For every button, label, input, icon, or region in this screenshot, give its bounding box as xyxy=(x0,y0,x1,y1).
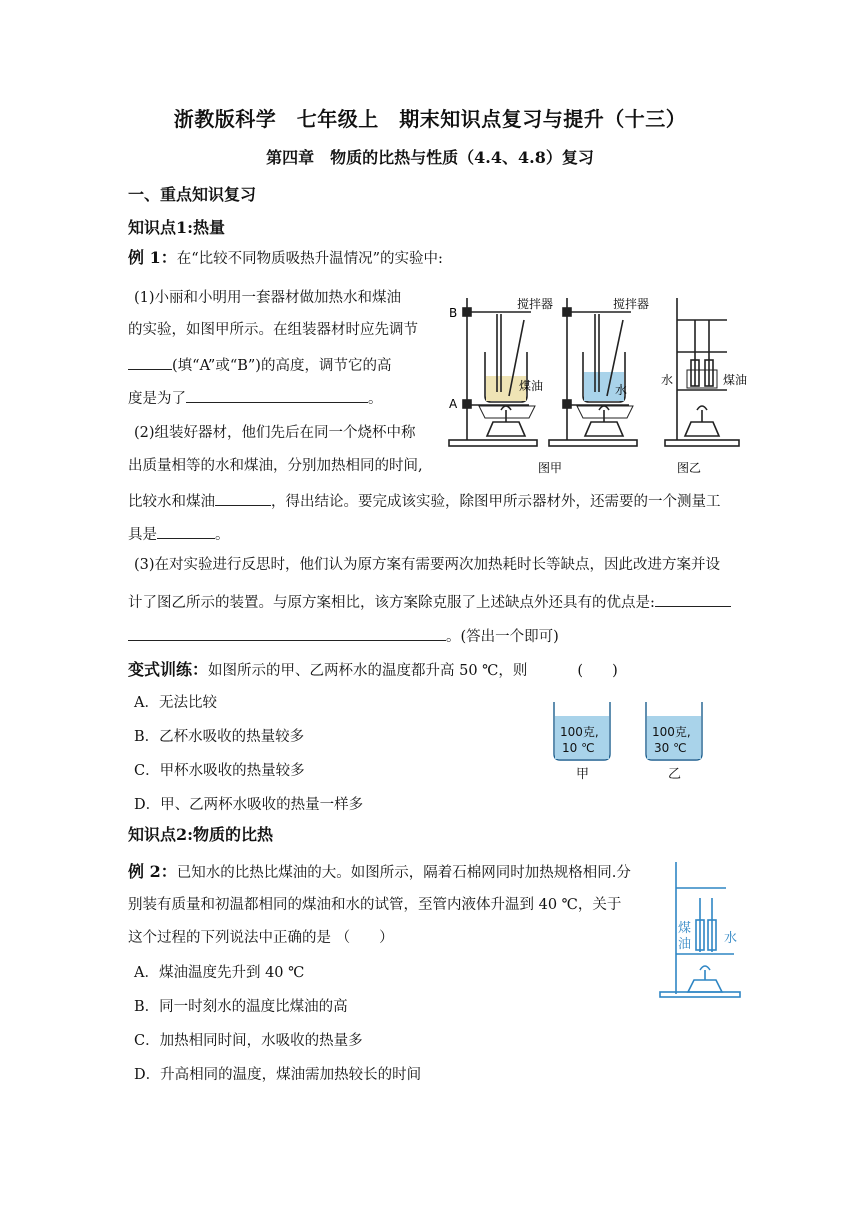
q1-line4 xyxy=(128,386,383,409)
label-a: A xyxy=(449,397,458,411)
ex2-option-a[interactable]: A．煤油温度先升到 40 ℃ xyxy=(134,965,305,981)
ex2-option-b[interactable]: B．同一时刻水的温度比煤油的高 xyxy=(134,999,348,1015)
cup2-mass: 100克, xyxy=(652,725,691,739)
answer-blank-2[interactable] xyxy=(186,386,368,403)
variant-label: 变式训练： xyxy=(128,660,209,679)
q3-end: 。(答出一个即可) xyxy=(446,629,559,645)
variant-paren: ( ) xyxy=(577,663,618,679)
cup2-label: 乙 xyxy=(668,767,682,782)
variant-question xyxy=(128,660,618,681)
variant-option-b[interactable]: B．乙杯水吸收的热量较多 xyxy=(134,729,305,745)
q3-line2 xyxy=(128,590,731,613)
ex2-option-d[interactable]: D．升高相同的温度，煤油需加热较长的时间 xyxy=(134,1067,422,1083)
knowledge-point-1: 知识点1:热量 xyxy=(128,218,226,237)
caption-yi: 图乙 xyxy=(677,461,702,475)
tube-label-kerosene-2: 油 xyxy=(678,937,692,952)
label-b: B xyxy=(449,306,458,320)
example-2-line1-text: 已知水的比热比煤油的大。如图所示，隔着石棉网同时加热规格相同.分 xyxy=(176,865,631,881)
q2-line3 xyxy=(128,489,721,512)
answer-blank-1[interactable] xyxy=(128,353,172,370)
example-2-label: 例 2： xyxy=(128,862,177,881)
figure-jia-yi xyxy=(445,290,765,480)
label-kerosene-1: 煤油 xyxy=(519,379,544,393)
figure-test-tubes xyxy=(656,858,746,1000)
answer-blank-5[interactable] xyxy=(655,590,731,607)
example-1-intro xyxy=(128,248,443,269)
q2-line4b: 。 xyxy=(215,527,230,543)
q2-line4a: 具是 xyxy=(128,527,157,543)
q2-line1: (2)组装好器材，他们先后在同一个烧杯中称 xyxy=(134,425,416,441)
knowledge-point-2: 知识点2:物质的比热 xyxy=(128,825,274,844)
example-2-line1 xyxy=(128,862,631,883)
tube-label-kerosene-1: 煤 xyxy=(678,921,692,936)
label-stirrer-2: 搅拌器 xyxy=(613,297,650,311)
tube-label-water: 水 xyxy=(724,931,738,946)
ex2-option-c[interactable]: C．加热相同时间，水吸收的热量多 xyxy=(134,1033,363,1049)
q1-line3-text: (填“A”或“B”)的高度，调节它的高 xyxy=(172,358,392,374)
q2-line2: 出质量相等的水和煤油，分别加热相同的时间, xyxy=(128,458,423,474)
variant-question-text: 如图所示的甲、乙两杯水的温度都升高 50 ℃，则 xyxy=(208,663,528,679)
page-title: 浙教版科学 七年级上 期末知识点复习与提升（十三） xyxy=(173,107,687,131)
variant-option-a[interactable]: A．无法比较 xyxy=(134,695,217,711)
cup1-temp: 10 ℃ xyxy=(562,741,595,755)
answer-blank-3[interactable] xyxy=(215,489,271,506)
q1-line3 xyxy=(128,353,391,376)
cup1-mass: 100克, xyxy=(560,725,599,739)
q1-line2: 的实验，如图甲所示。在组装器材时应先调节 xyxy=(128,322,418,338)
figure-cups xyxy=(548,698,708,784)
q1-line1: (1)小丽和小明用一套器材做加热水和煤油 xyxy=(134,290,402,306)
q1-end: 。 xyxy=(368,391,383,407)
label-water-2: 水 xyxy=(661,373,674,387)
page-subtitle: 第四章 物质的比热与性质（4.4、4.8）复习 xyxy=(266,148,594,167)
answer-blank-5-cont[interactable] xyxy=(128,624,446,641)
q3-line1: (3)在对实验进行反思时，他们认为原方案有需要两次加热耗时长等缺点，因此改进方案并设 xyxy=(134,557,721,573)
q2-line3b: ，得出结论。要完成该实验，除图甲所示器材外，还需要的一个测量工 xyxy=(271,494,721,510)
cup2-temp: 30 ℃ xyxy=(654,741,687,755)
q3-line2-text: 计了图乙所示的装置。与原方案相比，该方案除克服了上述缺点外还具有的优点是: xyxy=(128,595,655,611)
variant-option-d[interactable]: D．甲、乙两杯水吸收的热量一样多 xyxy=(134,797,364,813)
section-heading: 一、重点知识复习 xyxy=(128,185,257,204)
label-stirrer-1: 搅拌器 xyxy=(517,297,554,311)
example-1-intro-text: 在“比较不同物质吸热升温情况”的实验中: xyxy=(176,251,443,267)
label-kerosene-2: 煤油 xyxy=(723,373,748,387)
example-1-label: 例 1： xyxy=(128,248,177,267)
q2-line4 xyxy=(128,522,230,545)
cup1-label: 甲 xyxy=(576,767,590,782)
answer-blank-4[interactable] xyxy=(157,522,215,539)
caption-jia: 图甲 xyxy=(538,461,563,475)
example-2-line3: 这个过程的下列说法中正确的是 （ ） xyxy=(128,930,394,946)
label-water-1: 水 xyxy=(615,383,628,397)
q1-line4-text: 度是为了 xyxy=(128,391,186,407)
example-2-line2: 别装有质量和初温都相同的煤油和水的试管，至管内液体升温到 40 ℃，关于 xyxy=(128,897,622,913)
q3-line3 xyxy=(128,624,559,647)
variant-option-c[interactable]: C．甲杯水吸收的热量较多 xyxy=(134,763,305,779)
q2-line3a: 比较水和煤油 xyxy=(128,494,215,510)
